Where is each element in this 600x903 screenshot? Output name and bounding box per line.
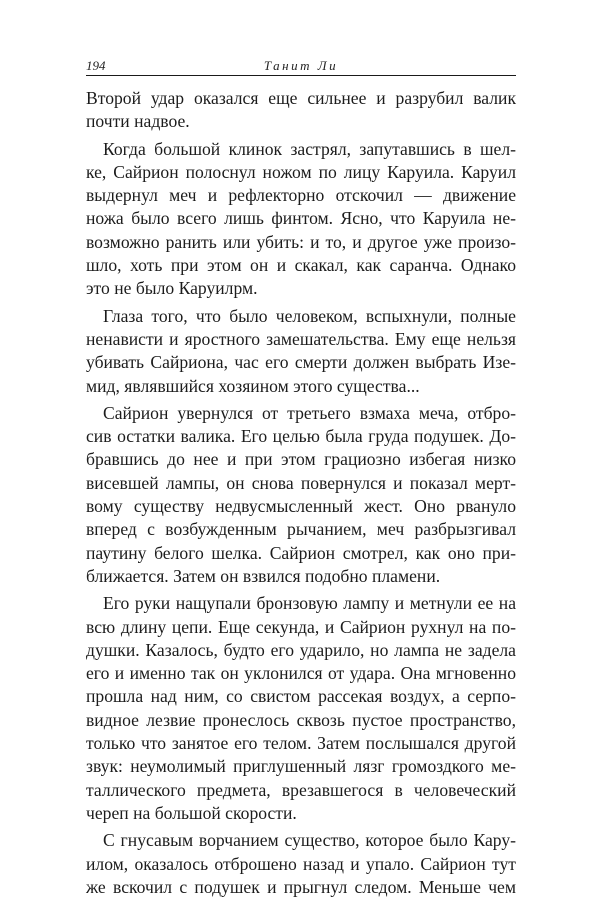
paragraph bbox=[86, 592, 516, 825]
body-text bbox=[86, 87, 516, 903]
text-line: почти надвое. bbox=[86, 111, 190, 132]
text-line: Его руки нащупали бронзовую лампу и метнули ее на bbox=[103, 593, 516, 614]
text-line: убивать Сайриона, час его смерти должен выбрать Изе- bbox=[86, 352, 516, 373]
text-line: же вскочил с подушек и прыгнул следом. Меньше чем bbox=[86, 876, 516, 897]
text-line: душки. Казалось, будто его ударило, но лампа не задела bbox=[86, 639, 516, 660]
text-line: видное лезвие пронеслось сквозь пустое пространство, bbox=[86, 709, 516, 730]
paragraph bbox=[86, 138, 516, 301]
text-line: только что занятое его телом. Затем послышался другой bbox=[86, 733, 516, 754]
text-line: выдернул меч и рефлекторно отскочил — движение bbox=[86, 185, 516, 206]
text-line: С гнусавым ворчанием существо, которое было Кару- bbox=[103, 830, 516, 851]
header-rule bbox=[86, 75, 516, 76]
text-line: Сайрион увернулся от третьего взмаха меча, отбро- bbox=[103, 402, 516, 423]
text-line: паутину белого шелка. Сайрион смотрел, как оно при- bbox=[86, 542, 516, 563]
paragraph bbox=[86, 402, 516, 588]
text-line: вперед с возбужденным рычанием, меч разбрызгивал bbox=[86, 519, 516, 540]
text-line: Когда большой клинок застрял, запутавшись в шел- bbox=[103, 138, 516, 159]
text-line: это не было Каруилрм. bbox=[86, 278, 258, 299]
text-line: Второй удар оказался еще сильнее и разрубил валик bbox=[86, 88, 516, 108]
paragraph bbox=[86, 829, 516, 899]
text-line: звук: неумолимый приглушенный лязг громоздкого ме- bbox=[86, 756, 516, 777]
text-line: вому существу недвусмысленный жест. Оно рвануло bbox=[86, 496, 516, 517]
text-line: висевшей лампы, он снова повернулся и показал мерт- bbox=[86, 472, 516, 493]
paragraph bbox=[86, 87, 516, 134]
text-line: ненависти и яростного замешательства. Ему еще нельзя bbox=[86, 328, 516, 349]
text-line: ке, Сайрион полоснул ножом по лицу Каруила. Каруил bbox=[86, 161, 516, 182]
text-line: возможно ранить или убить: и то, и другое уже произо- bbox=[86, 231, 516, 252]
text-line: шло, хоть при этом он и скакал, как саранча. Однако bbox=[86, 255, 516, 276]
text-line: ближается. Затем он взвился подобно пламени. bbox=[86, 565, 441, 586]
text-line: всю длину цепи. Еще секунда, и Сайрион рухнул на по- bbox=[86, 616, 516, 637]
text-line: прошла над ним, со свистом рассекая воздух, а серпо- bbox=[86, 686, 516, 707]
running-head-author: Танит Ли bbox=[263, 58, 339, 73]
text-line: сив остатки валика. Его целью была груда подушек. До- bbox=[86, 426, 516, 447]
page-number: 194 bbox=[86, 58, 106, 73]
text-line: таллического предмета, врезавшегося в человеческий bbox=[86, 779, 516, 800]
running-head bbox=[86, 56, 516, 76]
paragraph bbox=[86, 305, 516, 398]
text-line: Глаза того, что было человеком, вспыхнули, полные bbox=[103, 305, 516, 326]
text-line: череп на большой скорости. bbox=[86, 802, 297, 823]
text-line: мид, являвшийся хозяином этого существа... bbox=[86, 375, 420, 396]
text-line: бравшись до нее и при этом грациозно избегая низко bbox=[86, 449, 516, 470]
text-line: илом, оказалось отброшено назад и упало. Сайрион тут bbox=[86, 853, 516, 874]
text-line: ножа было всего лишь финтом. Ясно, что Каруила не- bbox=[86, 208, 516, 229]
text-line: его и именно так он уклонился от удара. Она мгновенно bbox=[86, 663, 516, 684]
